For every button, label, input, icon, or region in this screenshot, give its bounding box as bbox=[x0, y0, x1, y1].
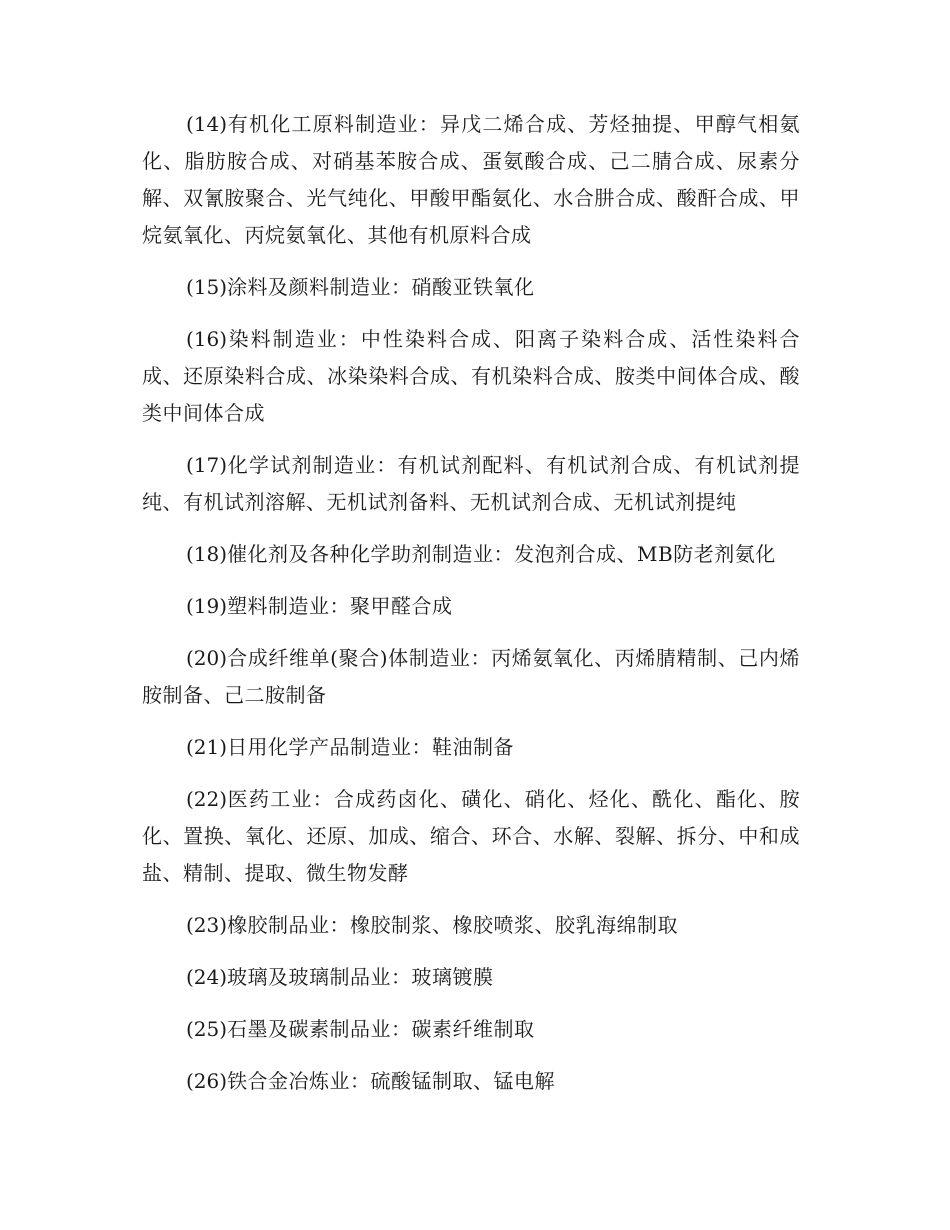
paragraph-20 bbox=[142, 640, 800, 714]
paragraph-19 bbox=[142, 588, 800, 625]
paragraph-18 bbox=[142, 536, 800, 573]
item-number: (18) bbox=[186, 542, 228, 566]
item-number: (24) bbox=[186, 965, 228, 989]
item-number: (16) bbox=[186, 327, 228, 351]
paragraph-23 bbox=[142, 907, 800, 944]
item-text: 医药工业：合成药卤化、磺化、硝化、烃化、酰化、酯化、胺化、置换、氧化、还原、加成、缩合、环合、水解、裂解、拆分、中和成盐、精制、提取、微生物发酵 bbox=[142, 787, 800, 885]
item-text: 石墨及碳素制品业：碳素纤维制取 bbox=[227, 1017, 535, 1041]
item-text: 铁合金冶炼业：硫酸锰制取、锰电解 bbox=[227, 1069, 556, 1093]
item-number: (19) bbox=[186, 594, 228, 618]
item-number: (15) bbox=[186, 275, 228, 299]
item-number: (17) bbox=[186, 453, 228, 477]
item-text: 有机化工原料制造业：异戊二烯合成、芳烃抽提、甲醇气相氨化、脂肪胺合成、对硝基苯胺合成、蛋氨酸合成、己二腈合成、尿素分解、双氰胺聚合、光气纯化、甲酸甲酯氨化、水合肼合成、酸酐合成、甲烷氨氧化、丙烷氨氧化、其他有机原料合成 bbox=[142, 112, 800, 247]
item-text: 玻璃及玻璃制品业：玻璃镀膜 bbox=[227, 965, 494, 989]
paragraph-16 bbox=[142, 321, 800, 432]
paragraph-21 bbox=[142, 729, 800, 766]
item-text: 催化剂及各种化学助剂制造业：发泡剂合成、MB防老剂氨化 bbox=[227, 542, 776, 566]
paragraph-26 bbox=[142, 1063, 800, 1100]
item-text: 塑料制造业：聚甲醛合成 bbox=[227, 594, 453, 618]
item-text: 涂料及颜料制造业：硝酸亚铁氧化 bbox=[227, 275, 535, 299]
paragraph-17 bbox=[142, 447, 800, 521]
paragraph-24 bbox=[142, 959, 800, 996]
paragraph-25 bbox=[142, 1011, 800, 1048]
paragraph-14 bbox=[142, 106, 800, 254]
item-text: 橡胶制品业：橡胶制浆、橡胶喷浆、胶乳海绵制取 bbox=[227, 913, 679, 937]
paragraph-22 bbox=[142, 781, 800, 892]
item-text: 日用化学产品制造业：鞋油制备 bbox=[227, 735, 515, 759]
item-number: (21) bbox=[186, 735, 228, 759]
item-text: 合成纤维单(聚合)体制造业：丙烯氨氧化、丙烯腈精制、己内烯胺制备、己二胺制备 bbox=[142, 646, 800, 707]
item-number: (25) bbox=[186, 1017, 228, 1041]
item-number: (26) bbox=[186, 1069, 228, 1093]
item-number: (22) bbox=[186, 787, 228, 811]
item-number: (23) bbox=[186, 913, 228, 937]
item-text: 染料制造业：中性染料合成、阳离子染料合成、活性染料合成、还原染料合成、冰染染料合成、有机染料合成、胺类中间体合成、酸类中间体合成 bbox=[142, 327, 800, 425]
item-number: (14) bbox=[186, 112, 228, 136]
item-number: (20) bbox=[186, 646, 228, 670]
paragraph-15 bbox=[142, 269, 800, 306]
item-text: 化学试剂制造业：有机试剂配料、有机试剂合成、有机试剂提纯、有机试剂溶解、无机试剂备料、无机试剂合成、无机试剂提纯 bbox=[142, 453, 800, 514]
